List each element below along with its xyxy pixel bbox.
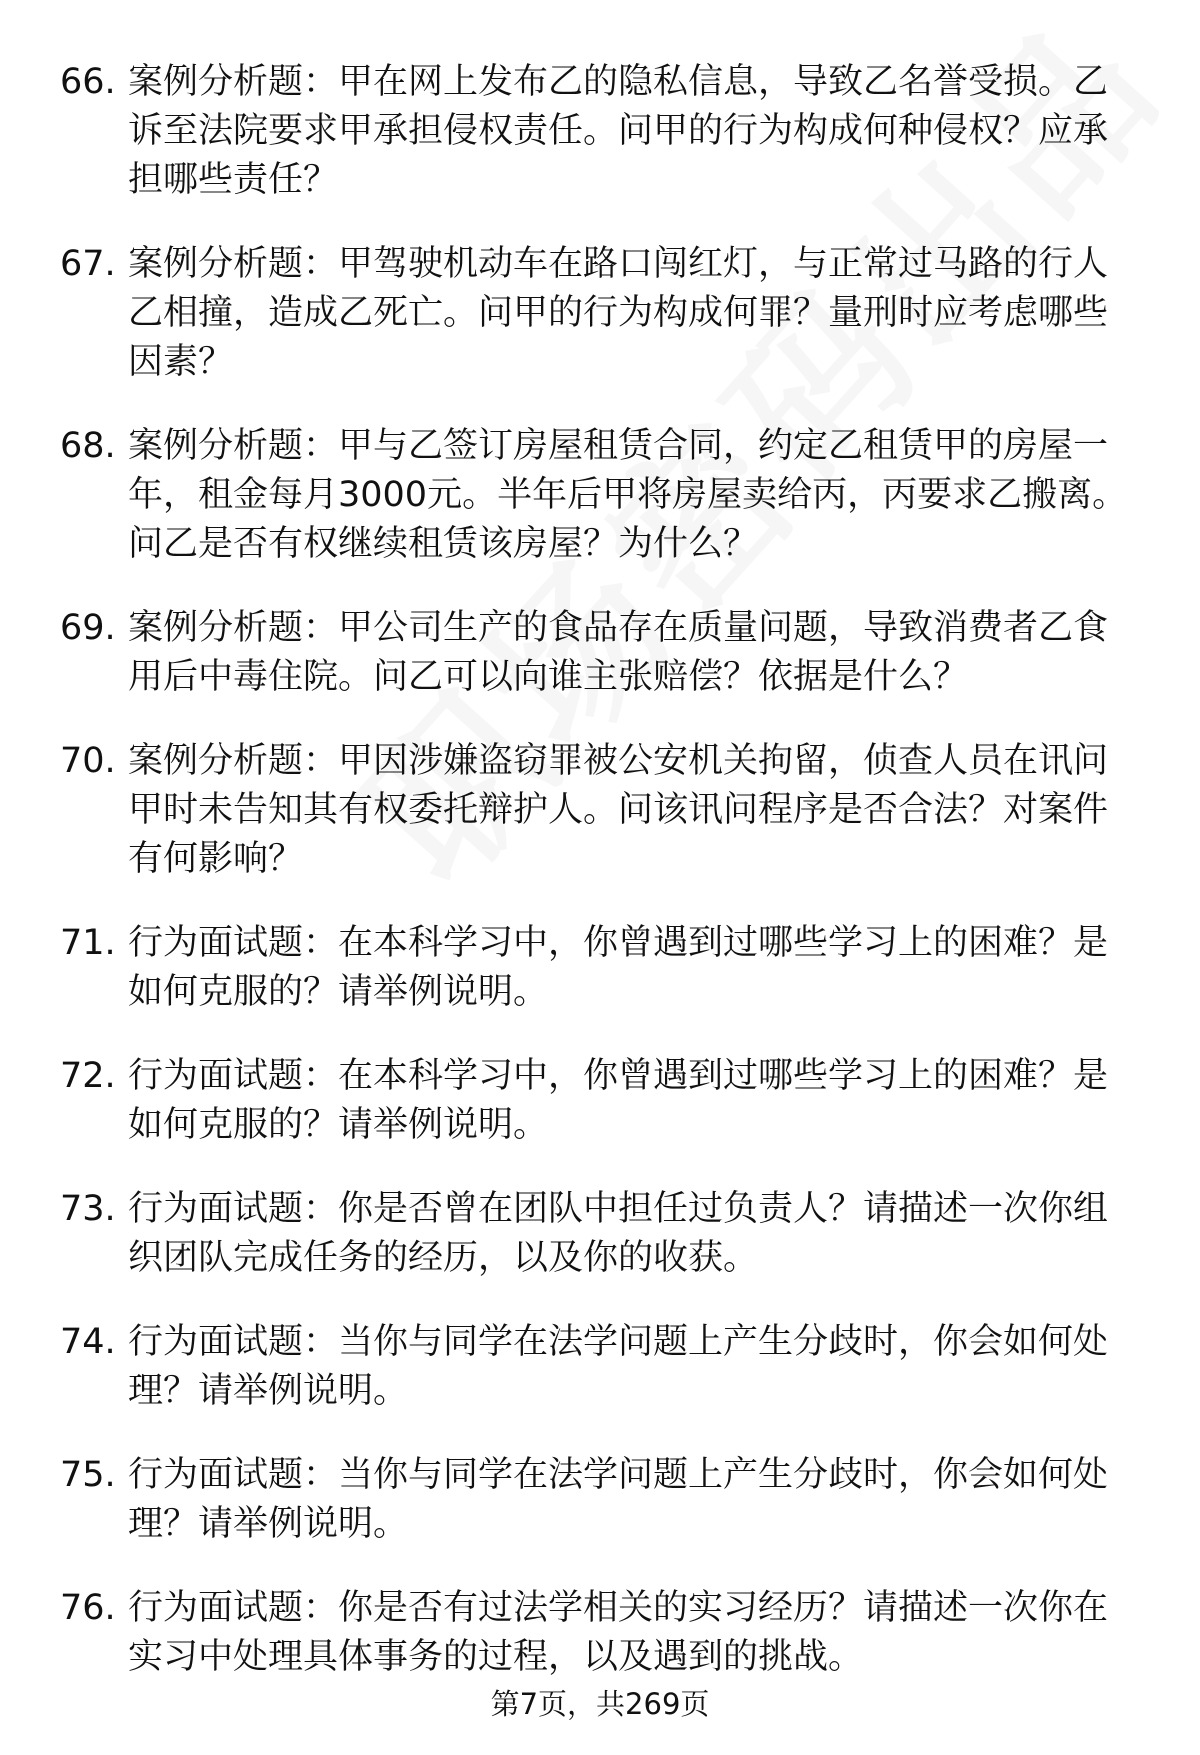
question-text: 行为面试题：当你与同学在法学问题上产生分歧时，你会如何处理？请举例说明。 <box>128 1455 1109 1544</box>
question-number: 71. <box>60 923 116 963</box>
question-text: 案例分析题：甲与乙签订房屋租赁合同，约定乙租赁甲的房屋一年，租金每月3000元。半年后甲将房屋卖给丙，丙要求乙搬离。问乙是否有权继续租赁该房屋？为什么？ <box>128 426 1128 564</box>
question-item <box>60 1052 1140 1150</box>
question-number: 75. <box>60 1455 116 1495</box>
question-text: 行为面试题：在本科学习中，你曾遇到过哪些学习上的困难？是如何克服的？请举例说明。 <box>128 1056 1109 1145</box>
question-item <box>60 58 1140 205</box>
question-text: 行为面试题：你是否曾在团队中担任过负责人？请描述一次你组织团队完成任务的经历，以及你的收获。 <box>128 1189 1109 1278</box>
question-item <box>60 604 1140 702</box>
question-text: 案例分析题：甲因涉嫌盗窃罪被公安机关拘留，侦查人员在讯问甲时未告知其有权委托辩护人。问该讯问程序是否合法？对案件有何影响？ <box>128 741 1109 879</box>
question-text: 行为面试题：在本科学习中，你曾遇到过哪些学习上的困难？是如何克服的？请举例说明。 <box>128 923 1109 1012</box>
question-text: 案例分析题：甲驾驶机动车在路口闯红灯，与正常过马路的行人乙相撞，造成乙死亡。问甲的行为构成何罪？量刑时应考虑哪些因素？ <box>128 244 1109 382</box>
question-list <box>60 58 1140 1682</box>
question-item <box>60 240 1140 387</box>
question-text: 案例分析题：甲在网上发布乙的隐私信息，导致乙名誉受损。乙诉至法院要求甲承担侵权责任。问甲的行为构成何种侵权？应承担哪些责任？ <box>128 62 1109 200</box>
question-item <box>60 919 1140 1017</box>
question-number: 73. <box>60 1189 116 1229</box>
question-item <box>60 1318 1140 1416</box>
question-number: 68. <box>60 426 116 466</box>
question-number: 69. <box>60 608 116 648</box>
question-text: 行为面试题：当你与同学在法学问题上产生分歧时，你会如何处理？请举例说明。 <box>128 1322 1109 1411</box>
question-item <box>60 1451 1140 1549</box>
page-footer: 第7页，共269页 <box>490 1687 710 1721</box>
question-number: 70. <box>60 741 116 781</box>
question-item <box>60 1185 1140 1283</box>
question-number: 66. <box>60 62 116 102</box>
question-number: 76. <box>60 1588 116 1628</box>
question-number: 67. <box>60 244 116 284</box>
question-item <box>60 1584 1140 1682</box>
question-number: 72. <box>60 1056 116 1096</box>
question-text: 行为面试题：你是否有过法学相关的实习经历？请描述一次你在实习中处理具体事务的过程，以及遇到的挑战。 <box>128 1588 1109 1677</box>
question-number: 74. <box>60 1322 116 1362</box>
question-item <box>60 737 1140 884</box>
question-item <box>60 422 1140 569</box>
question-text: 案例分析题：甲公司生产的食品存在质量问题，导致消费者乙食用后中毒住院。问乙可以向谁主张赔偿？依据是什么？ <box>128 608 1109 697</box>
